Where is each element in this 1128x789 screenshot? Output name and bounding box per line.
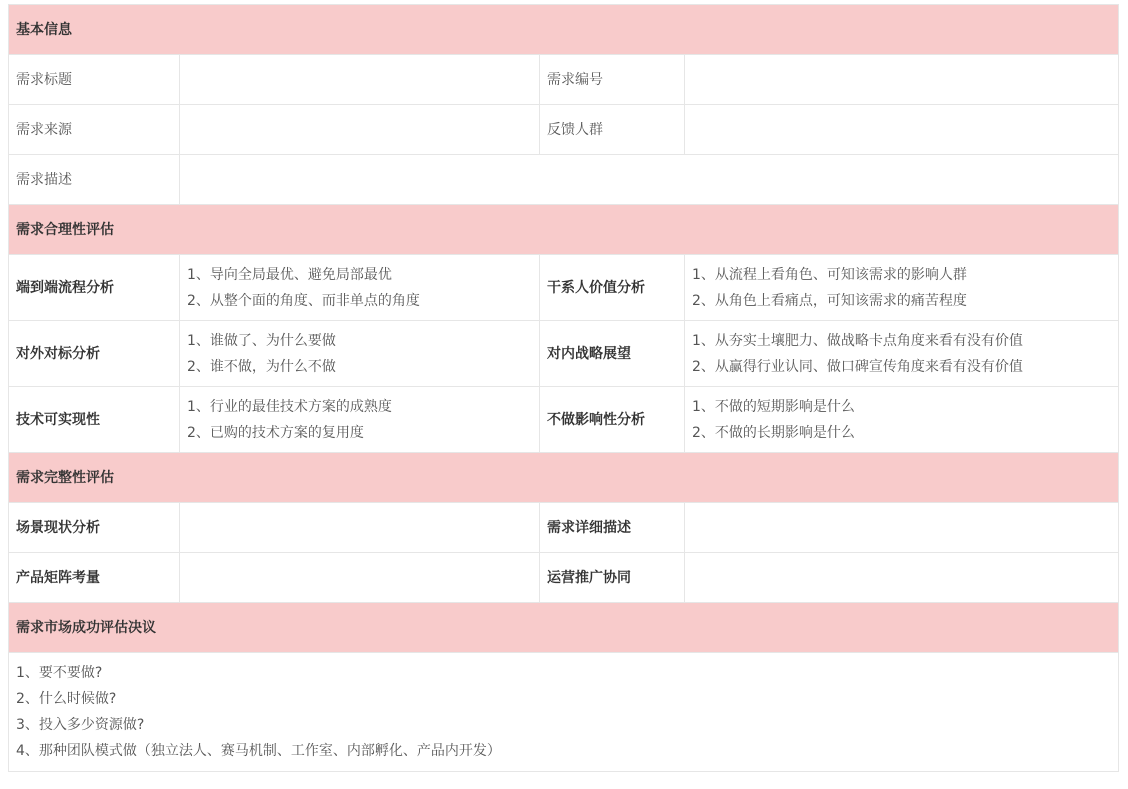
- label-requirement-number: 需求编号: [540, 55, 685, 105]
- label-e2e-process-analysis: 端到端流程分析: [9, 255, 180, 321]
- value-requirement-title[interactable]: [180, 55, 540, 105]
- text-line: 2、已购的技术方案的复用度: [187, 424, 364, 441]
- decision-line: 1、要不要做?: [16, 665, 103, 681]
- table-row: [9, 155, 1119, 205]
- section-header-completeness: 需求完整性评估: [9, 453, 1119, 503]
- label-ops-promotion: 运营推广协同: [540, 553, 685, 603]
- table-row: [9, 255, 1119, 321]
- value-requirement-description[interactable]: [180, 155, 1119, 205]
- table-row: [9, 503, 1119, 553]
- label-requirement-description: 需求描述: [9, 155, 180, 205]
- text-no-do-impact: [685, 387, 1119, 453]
- decision-line: 3、投入多少资源做?: [16, 717, 145, 733]
- text-stakeholder-value-analysis: [685, 255, 1119, 321]
- text-internal-strategy: [685, 321, 1119, 387]
- table-row: [9, 55, 1119, 105]
- value-requirement-number[interactable]: [685, 55, 1119, 105]
- section-header-decision: 需求市场成功评估决议: [9, 603, 1119, 653]
- label-requirement-source: 需求来源: [9, 105, 180, 155]
- text-line: 2、不做的长期影响是什么: [692, 424, 855, 441]
- text-line: 1、谁做了、为什么要做: [187, 332, 336, 349]
- value-requirement-detail[interactable]: [685, 503, 1119, 553]
- text-line: 1、从夯实土壤肥力、做战略卡点角度来看有没有价值: [692, 332, 1023, 349]
- label-external-benchmark: 对外对标分析: [9, 321, 180, 387]
- table-row: [9, 321, 1119, 387]
- text-line: 1、导向全局最优、避免局部最优: [187, 266, 392, 283]
- value-ops-promotion[interactable]: [685, 553, 1119, 603]
- requirement-evaluation-table: [8, 4, 1119, 772]
- text-line: 1、不做的短期影响是什么: [692, 398, 855, 415]
- text-e2e-process-analysis: [180, 255, 540, 321]
- section-decision-row: [9, 603, 1119, 653]
- section-basic-info-row: [9, 5, 1119, 55]
- label-requirement-title: 需求标题: [9, 55, 180, 105]
- decision-line: 2、什么时候做?: [16, 691, 117, 707]
- table-row: [9, 387, 1119, 453]
- value-requirement-source[interactable]: [180, 105, 540, 155]
- section-rationality-row: [9, 205, 1119, 255]
- value-product-matrix[interactable]: [180, 553, 540, 603]
- text-line: 2、从整个面的角度、而非单点的角度: [187, 292, 420, 309]
- section-header-basic-info: 基本信息: [9, 5, 1119, 55]
- value-scenario-analysis[interactable]: [180, 503, 540, 553]
- section-completeness-row: [9, 453, 1119, 503]
- decision-line: 4、那种团队模式做（独立法人、赛马机制、工作室、内部孵化、产品内开发）: [16, 743, 501, 759]
- table-row: [9, 105, 1119, 155]
- label-tech-feasibility: 技术可实现性: [9, 387, 180, 453]
- label-stakeholder-value-analysis: 干系人价值分析: [540, 255, 685, 321]
- text-tech-feasibility: [180, 387, 540, 453]
- label-internal-strategy: 对内战略展望: [540, 321, 685, 387]
- text-line: 1、行业的最佳技术方案的成熟度: [187, 398, 392, 415]
- text-external-benchmark: [180, 321, 540, 387]
- label-scenario-analysis: 场景现状分析: [9, 503, 180, 553]
- section-header-rationality: 需求合理性评估: [9, 205, 1119, 255]
- label-requirement-detail: 需求详细描述: [540, 503, 685, 553]
- text-line: 2、从赢得行业认同、做口碑宣传角度来看有没有价值: [692, 358, 1023, 375]
- value-feedback-audience[interactable]: [685, 105, 1119, 155]
- decision-questions: [9, 653, 1119, 772]
- text-line: 2、从角色上看痛点，可知该需求的痛苦程度: [692, 292, 967, 309]
- label-feedback-audience: 反馈人群: [540, 105, 685, 155]
- text-line: 2、谁不做，为什么不做: [187, 358, 336, 375]
- text-line: 1、从流程上看角色、可知该需求的影响人群: [692, 266, 967, 283]
- label-product-matrix: 产品矩阵考量: [9, 553, 180, 603]
- label-no-do-impact: 不做影响性分析: [540, 387, 685, 453]
- table-row: [9, 653, 1119, 772]
- table-row: [9, 553, 1119, 603]
